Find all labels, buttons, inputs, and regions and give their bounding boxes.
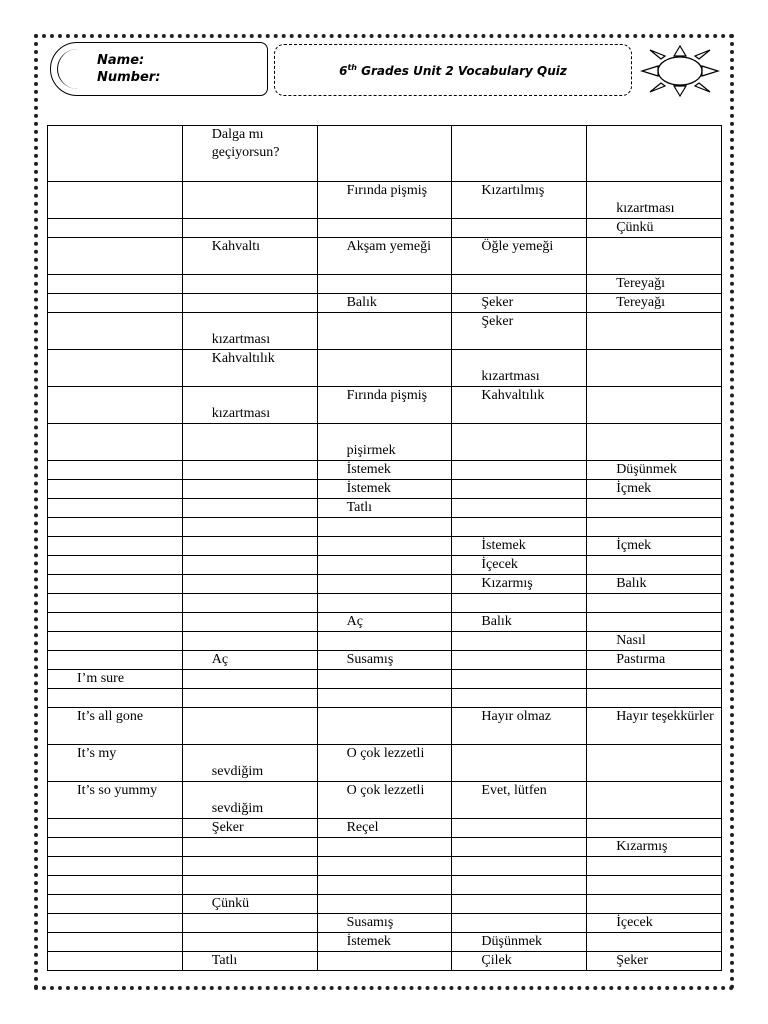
number-label: Number: — [97, 70, 161, 85]
table-cell: Tereyağı — [587, 294, 722, 313]
vocabulary-table — [47, 125, 722, 971]
table-cell: İçmek — [587, 480, 722, 499]
table-cell — [48, 594, 183, 613]
table-cell — [317, 275, 452, 294]
table-row — [48, 708, 722, 745]
table-cell — [48, 556, 183, 575]
table-row — [48, 876, 722, 895]
table-cell: kızartması — [587, 182, 722, 219]
table-cell: Öğle yemeği — [452, 238, 587, 275]
table-cell — [587, 556, 722, 575]
table-row — [48, 126, 722, 182]
table-cell: It’s all gone — [48, 708, 183, 745]
table-cell: İçmek — [587, 537, 722, 556]
table-cell — [452, 219, 587, 238]
table-cell — [182, 219, 317, 238]
table-cell — [182, 294, 317, 313]
table-cell: Şeker — [452, 294, 587, 313]
table-cell: Kızartılmış — [452, 182, 587, 219]
table-cell — [317, 594, 452, 613]
table-row — [48, 424, 722, 461]
table-cell: Aç — [182, 651, 317, 670]
table-cell — [182, 708, 317, 745]
table-cell — [48, 313, 183, 350]
table-row — [48, 518, 722, 537]
table-row — [48, 914, 722, 933]
table-cell — [587, 689, 722, 708]
table-cell — [587, 613, 722, 632]
table-cell — [587, 782, 722, 819]
table-cell — [587, 876, 722, 895]
table-row — [48, 480, 722, 499]
table-cell — [182, 632, 317, 651]
table-cell: Fırında pişmiş — [317, 182, 452, 219]
table-cell — [48, 461, 183, 480]
table-row — [48, 350, 722, 387]
table-cell — [452, 518, 587, 537]
table-cell: Çünkü — [587, 219, 722, 238]
table-cell — [587, 126, 722, 182]
table-row — [48, 499, 722, 518]
table-cell — [587, 313, 722, 350]
table-cell — [587, 594, 722, 613]
table-cell — [317, 518, 452, 537]
table-cell — [452, 838, 587, 857]
table-cell — [48, 219, 183, 238]
table-cell — [317, 575, 452, 594]
table-cell — [452, 275, 587, 294]
table-cell — [587, 350, 722, 387]
table-cell: I’m sure — [48, 670, 183, 689]
table-cell — [317, 876, 452, 895]
table-cell — [317, 313, 452, 350]
table-cell — [182, 424, 317, 461]
table-cell — [452, 914, 587, 933]
table-cell: İstemek — [317, 480, 452, 499]
table-cell — [452, 594, 587, 613]
table-cell: Şeker — [452, 313, 587, 350]
table-row — [48, 819, 722, 838]
table-cell: Şeker — [587, 952, 722, 971]
table-cell — [587, 857, 722, 876]
table-cell — [48, 424, 183, 461]
table-cell — [317, 857, 452, 876]
table-cell — [452, 461, 587, 480]
table-cell: Tatlı — [182, 952, 317, 971]
table-cell — [182, 838, 317, 857]
table-cell — [452, 876, 587, 895]
table-cell — [182, 480, 317, 499]
table-cell — [48, 632, 183, 651]
table-cell — [587, 895, 722, 914]
table-cell: İstemek — [452, 537, 587, 556]
table-row — [48, 387, 722, 424]
table-cell — [48, 182, 183, 219]
table-cell: Şeker — [182, 819, 317, 838]
table-cell — [587, 819, 722, 838]
table-row — [48, 613, 722, 632]
table-cell — [48, 238, 183, 275]
table-cell — [48, 895, 183, 914]
table-cell: Balık — [317, 294, 452, 313]
table-cell — [48, 933, 183, 952]
table-cell — [48, 575, 183, 594]
table-cell — [587, 745, 722, 782]
table-cell: Kızarmış — [587, 838, 722, 857]
table-row — [48, 461, 722, 480]
table-cell — [182, 556, 317, 575]
table-cell — [48, 914, 183, 933]
table-cell — [317, 219, 452, 238]
table-cell: Hayır olmaz — [452, 708, 587, 745]
name-number-box — [50, 42, 268, 96]
table-cell — [182, 499, 317, 518]
table-row — [48, 275, 722, 294]
table-row — [48, 632, 722, 651]
table-cell — [48, 952, 183, 971]
table-cell: İçecek — [587, 914, 722, 933]
table-cell — [48, 613, 183, 632]
table-row — [48, 219, 722, 238]
table-cell — [182, 670, 317, 689]
table-cell: Tereyağı — [587, 275, 722, 294]
table-cell: pişirmek — [317, 424, 452, 461]
table-cell: Balık — [452, 613, 587, 632]
table-cell — [317, 537, 452, 556]
table-cell — [182, 857, 317, 876]
table-cell — [48, 275, 183, 294]
table-row — [48, 238, 722, 275]
table-cell — [48, 387, 183, 424]
table-cell — [48, 819, 183, 838]
table-cell: Düşünmek — [452, 933, 587, 952]
table-cell — [317, 838, 452, 857]
table-cell — [452, 895, 587, 914]
table-cell — [48, 838, 183, 857]
table-cell — [452, 632, 587, 651]
table-cell — [182, 914, 317, 933]
table-cell — [182, 575, 317, 594]
table-cell — [452, 499, 587, 518]
table-cell — [587, 387, 722, 424]
table-cell — [452, 670, 587, 689]
table-cell: Reçel — [317, 819, 452, 838]
table-row — [48, 952, 722, 971]
table-cell — [317, 126, 452, 182]
table-row — [48, 857, 722, 876]
table-cell — [317, 670, 452, 689]
table-cell: Çünkü — [182, 895, 317, 914]
table-cell — [452, 689, 587, 708]
table-cell: İçecek — [452, 556, 587, 575]
table-cell: sevdiğim — [182, 745, 317, 782]
table-cell — [317, 350, 452, 387]
quiz-title-box — [274, 44, 632, 96]
quiz-title: 6th Grades Unit 2 Vocabulary Quiz — [339, 62, 567, 78]
table-cell — [48, 480, 183, 499]
table-cell: It’s my — [48, 745, 183, 782]
table-cell: Kızarmış — [452, 575, 587, 594]
sun-icon — [636, 44, 724, 98]
table-cell: O çok lezzetli — [317, 782, 452, 819]
table-row — [48, 651, 722, 670]
table-cell — [48, 876, 183, 895]
table-cell: kızartması — [182, 313, 317, 350]
table-cell — [452, 424, 587, 461]
table-cell: kızartması — [182, 387, 317, 424]
table-cell: İstemek — [317, 461, 452, 480]
table-cell — [587, 424, 722, 461]
table-cell: Balık — [587, 575, 722, 594]
table-cell — [317, 556, 452, 575]
table-row — [48, 575, 722, 594]
table-cell — [317, 895, 452, 914]
table-cell — [452, 819, 587, 838]
table-cell — [587, 518, 722, 537]
table-cell — [48, 294, 183, 313]
table-cell — [48, 537, 183, 556]
table-row — [48, 689, 722, 708]
table-cell: İstemek — [317, 933, 452, 952]
table-cell — [317, 708, 452, 745]
table-cell — [182, 613, 317, 632]
table-cell: Dalga mı geçiyorsun? — [182, 126, 317, 182]
table-row — [48, 933, 722, 952]
table-cell: Kahvaltılık — [182, 350, 317, 387]
table-cell — [452, 745, 587, 782]
name-label: Name: — [97, 53, 145, 68]
table-row — [48, 294, 722, 313]
table-cell — [587, 933, 722, 952]
table-cell: Çilek — [452, 952, 587, 971]
table-cell — [587, 670, 722, 689]
table-cell: sevdiğim — [182, 782, 317, 819]
table-cell: Kahvaltı — [182, 238, 317, 275]
table-cell — [48, 651, 183, 670]
table-cell — [48, 350, 183, 387]
table-cell — [452, 857, 587, 876]
table-cell: Susamış — [317, 914, 452, 933]
table-cell — [48, 857, 183, 876]
table-cell: Düşünmek — [587, 461, 722, 480]
table-cell — [452, 651, 587, 670]
table-cell — [182, 933, 317, 952]
table-cell: Susamış — [317, 651, 452, 670]
table-cell: Pastırma — [587, 651, 722, 670]
table-cell — [182, 275, 317, 294]
table-cell — [182, 537, 317, 556]
table-cell — [587, 238, 722, 275]
table-row — [48, 313, 722, 350]
table-cell — [182, 461, 317, 480]
table-cell — [48, 518, 183, 537]
table-cell: Aç — [317, 613, 452, 632]
table-cell — [317, 632, 452, 651]
table-cell — [452, 480, 587, 499]
table-cell: kızartması — [452, 350, 587, 387]
table-cell: Akşam yemeği — [317, 238, 452, 275]
table-cell — [48, 689, 183, 708]
table-cell: Hayır teşekkürler — [587, 708, 722, 745]
table-cell: Fırında pişmiş — [317, 387, 452, 424]
table-cell — [182, 518, 317, 537]
vocabulary-table-body — [48, 126, 722, 971]
table-cell: Tatlı — [317, 499, 452, 518]
table-cell — [182, 876, 317, 895]
table-cell — [48, 126, 183, 182]
table-cell: Evet, lütfen — [452, 782, 587, 819]
table-cell — [182, 689, 317, 708]
table-cell — [317, 689, 452, 708]
table-row — [48, 745, 722, 782]
table-row — [48, 556, 722, 575]
table-row — [48, 594, 722, 613]
table-cell: Kahvaltılık — [452, 387, 587, 424]
table-row — [48, 838, 722, 857]
table-cell — [48, 499, 183, 518]
table-row — [48, 895, 722, 914]
table-cell: Nasıl — [587, 632, 722, 651]
table-cell — [452, 126, 587, 182]
table-cell — [182, 182, 317, 219]
table-row — [48, 182, 722, 219]
table-cell — [317, 952, 452, 971]
table-cell — [182, 594, 317, 613]
name-box-arc — [57, 49, 98, 89]
table-cell: O çok lezzetli — [317, 745, 452, 782]
table-row — [48, 670, 722, 689]
table-cell — [587, 499, 722, 518]
table-cell: It’s so yummy — [48, 782, 183, 819]
table-row — [48, 782, 722, 819]
table-row — [48, 537, 722, 556]
